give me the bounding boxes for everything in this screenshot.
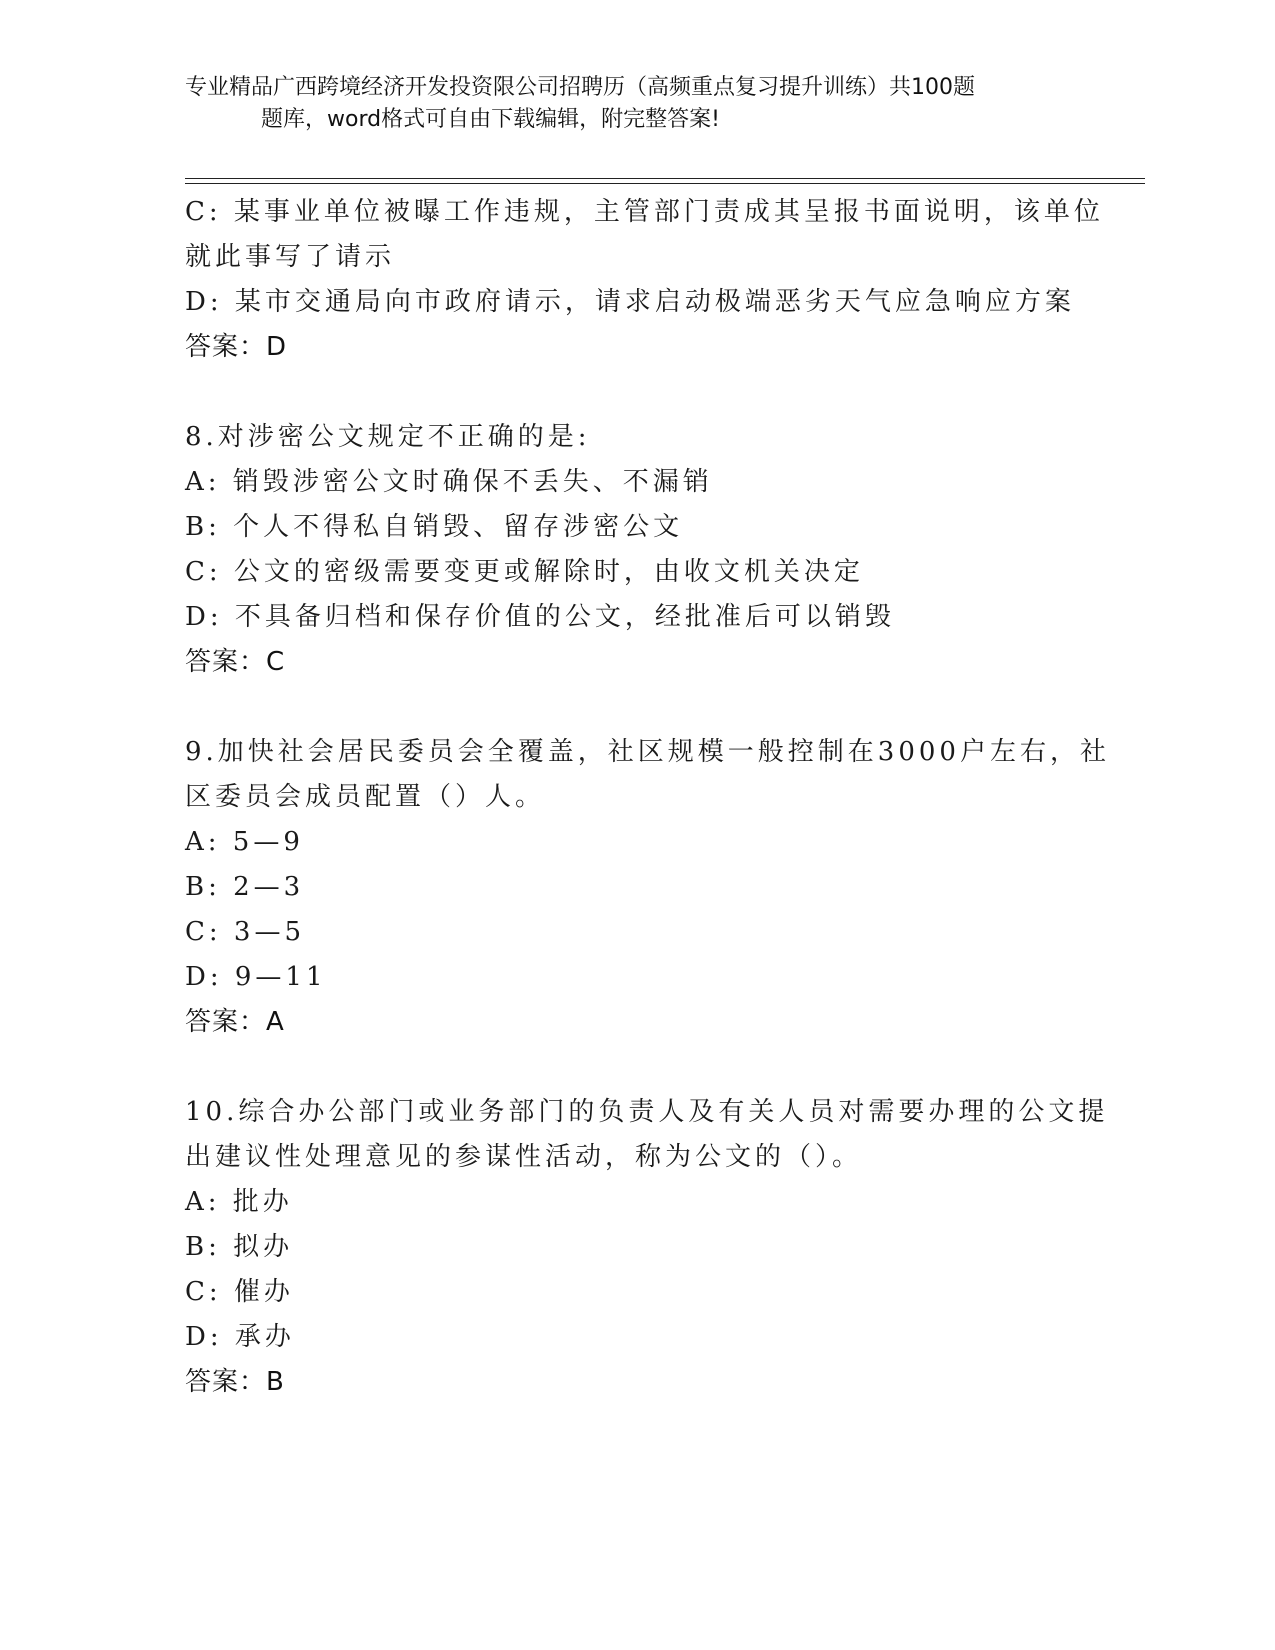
option-d: D: 不具备归档和保存价值的公文，经批准后可以销毁 xyxy=(185,602,895,632)
question-10 xyxy=(185,1090,1109,1405)
answer: 答案：A xyxy=(185,1007,285,1037)
option-a: A: 销毁涉密公文时确保不丢失、不漏销 xyxy=(185,467,713,497)
option-b: B: 个人不得私自销毁、留存涉密公文 xyxy=(185,512,684,542)
header-title-line2: 题库，word格式可自由下载编辑，附完整答案! xyxy=(261,107,720,132)
option-c: C: 公文的密级需要变更或解除时，由收文机关决定 xyxy=(185,557,864,587)
answer: 答案：B xyxy=(185,1367,285,1397)
option-b: B: 2—3 xyxy=(185,872,305,902)
spacer xyxy=(185,685,1085,730)
option-c-line1: C: 某事业单位被曝工作违规，主管部门责成其呈报书面说明，该单位 xyxy=(185,197,1104,227)
question-text-line1: 9.加快社会居民委员会全覆盖，社区规模一般控制在3000户左右，社 xyxy=(185,737,1110,767)
option-c: C: 3—5 xyxy=(185,917,306,947)
question-8 xyxy=(185,415,1085,685)
answer: 答案：C xyxy=(185,647,286,677)
spacer xyxy=(185,370,1085,415)
question-text-line2: 出建议性处理意见的参谋性活动，称为公文的（）。 xyxy=(185,1142,863,1172)
spacer xyxy=(185,1045,1085,1090)
option-c: C: 催办 xyxy=(185,1277,294,1307)
answer: 答案：D xyxy=(185,332,288,362)
header-rule-top xyxy=(185,178,1145,179)
question-9 xyxy=(185,730,1110,1045)
option-d: D: 9—11 xyxy=(185,962,327,992)
option-a: A: 5—9 xyxy=(185,827,304,857)
option-d: D: 承办 xyxy=(185,1322,295,1352)
question-text: 8.对涉密公文规定不正确的是: xyxy=(185,422,591,452)
header-rule-bottom xyxy=(185,183,1145,184)
question-text-line2: 区委员会成员配置（）人。 xyxy=(185,782,546,812)
question-7-tail xyxy=(185,190,1104,370)
option-d: D: 某市交通局向市政府请示，请求启动极端恶劣天气应急响应方案 xyxy=(185,287,1075,317)
option-a: A: 批办 xyxy=(185,1187,293,1217)
document-header xyxy=(185,72,1085,136)
header-title-line1: 专业精品广西跨境经济开发投资限公司招聘历（高频重点复习提升训练）共100题 xyxy=(185,75,975,100)
option-b: B: 拟办 xyxy=(185,1232,294,1262)
option-c-line2: 就此事写了请示 xyxy=(185,242,396,272)
question-text-line1: 10.综合办公部门或业务部门的负责人及有关人员对需要办理的公文提 xyxy=(185,1097,1109,1127)
document-body xyxy=(185,190,1110,1405)
